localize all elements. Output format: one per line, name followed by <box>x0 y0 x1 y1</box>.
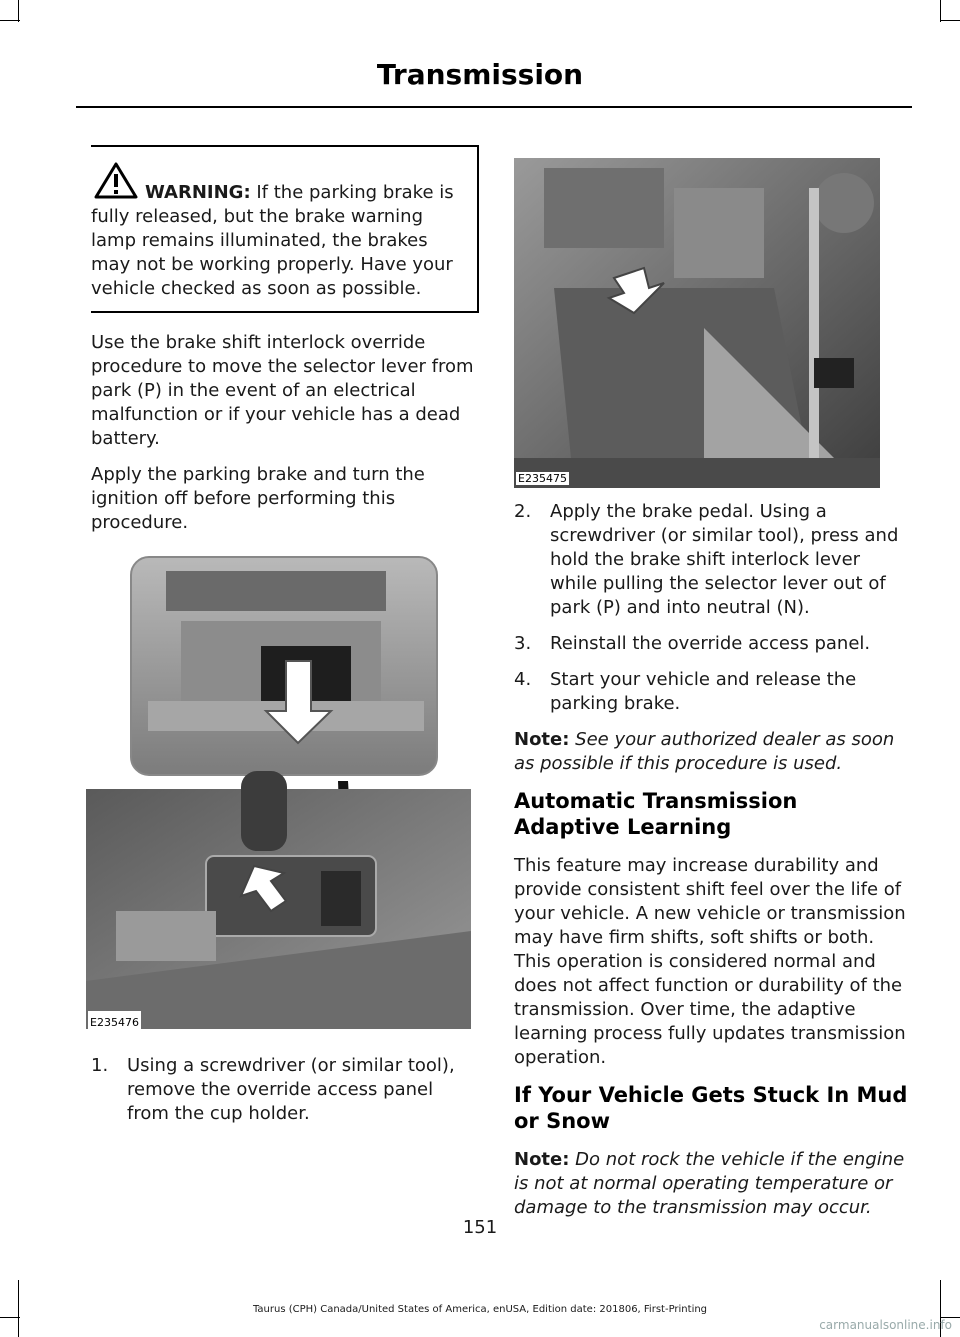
figure-label: E235476 <box>88 1011 141 1035</box>
page-number: 151 <box>462 1217 498 1238</box>
figure-cup-holder <box>86 551 476 1036</box>
paragraph: Apply the parking brake and turn the ignition off before performing this procedure. <box>91 464 425 533</box>
right-column <box>514 500 909 1232</box>
step-text: Reinstall the override access panel. <box>550 633 871 654</box>
page-title: Transmission <box>376 58 584 91</box>
steps-list <box>514 500 909 716</box>
note <box>514 728 909 776</box>
step-text: Using a screwdriver (or similar tool), remove the override access panel from the cup holder. <box>127 1055 455 1124</box>
crop-mark <box>940 20 960 21</box>
footer: Taurus (CPH) Canada/United States of America, enUSA, Edition date: 201806, First-Printing <box>252 1304 708 1315</box>
note-label: Note: <box>514 1149 570 1170</box>
note-text: See your authorized dealer as soon as possible if this procedure is used. <box>514 729 895 774</box>
steps-list <box>91 1054 476 1126</box>
step-number: 3. <box>514 633 532 654</box>
figure-label: E235475 <box>518 472 567 485</box>
figure-interlock <box>514 158 880 488</box>
list-item <box>514 668 909 716</box>
header-divider <box>76 106 912 108</box>
watermark-link[interactable]: carmanualsonline.info <box>819 1318 952 1332</box>
cup-holder-illustration <box>86 551 471 1029</box>
step-number: 1. <box>91 1055 109 1076</box>
warning-body: If the parking brake is fully released, but the brake warning lamp remains illuminated, the brakes may not be working properly. Have your vehicle checked as soon as possible. <box>91 182 454 299</box>
section-heading: Automatic Transmission Adaptive Learning <box>514 789 798 839</box>
note <box>514 1148 909 1220</box>
step-text: Start your vehicle and release the parking brake. <box>550 669 857 714</box>
step-text: Apply the brake pedal. Using a screwdriver (or similar tool), press and hold the brake shift interlock lever while pulling the selector lever out of park (P) and into neutral (N). <box>550 501 899 618</box>
warning-box <box>91 145 479 313</box>
list-item <box>514 500 909 620</box>
crop-mark <box>18 0 19 22</box>
warning-label: WARNING: <box>145 182 251 203</box>
crop-mark <box>940 0 941 22</box>
warning-text <box>91 181 469 301</box>
interlock-illustration <box>514 158 880 488</box>
warning-triangle-icon <box>93 161 139 201</box>
paragraph: Use the brake shift interlock override procedure to move the selector lever from park (P) in the event of an electrical malfunction or if your vehicle has a dead battery. <box>91 332 474 449</box>
step-number: 2. <box>514 501 532 522</box>
section-heading: If Your Vehicle Gets Stuck In Mud or Snow <box>514 1083 908 1133</box>
crop-mark <box>0 20 20 21</box>
step-number: 4. <box>514 669 532 690</box>
paragraph: This feature may increase durability and provide consistent shift feel over the life of your vehicle. A new vehicle or transmission may have firm shifts, soft shifts or both. This operation is considered normal and does not affect function or durability of the transmission. Over time, the adaptive learning process fully updates transmission operation. <box>514 855 906 1068</box>
note-label: Note: <box>514 729 570 750</box>
crop-mark <box>0 1317 20 1318</box>
note-text: Do not rock the vehicle if the engine is not at normal operating temperature or damage to the transmission may occur. <box>514 1149 905 1218</box>
list-item <box>514 632 909 656</box>
left-column <box>91 145 476 1138</box>
list-item <box>91 1054 476 1126</box>
